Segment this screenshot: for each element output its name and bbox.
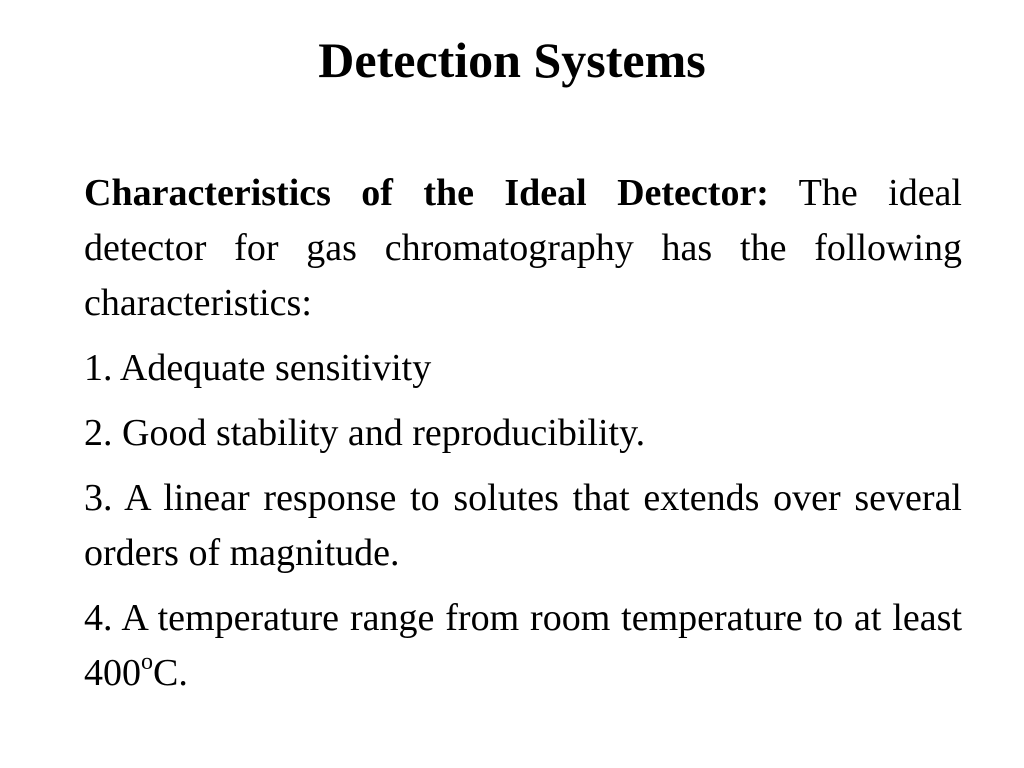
- slide-title: Detection Systems: [318, 32, 706, 88]
- list-item: [84, 591, 962, 701]
- intro-paragraph: [84, 166, 962, 331]
- list-item: [84, 341, 962, 396]
- item-text: Good stability and reproducibility.: [122, 412, 646, 454]
- item-text: A linear response to solutes that extends over several orders of magnitude.: [84, 477, 962, 574]
- item-text: A temperature range from room temperature to at least 400: [84, 597, 962, 694]
- slide-body: [84, 166, 962, 711]
- intro-text: The ideal detector for gas chromatography has the following characteristics:: [84, 172, 962, 324]
- item-text: Adequate sensitivity: [119, 347, 432, 389]
- list-item: [84, 406, 962, 461]
- list-item: [84, 471, 962, 581]
- intro-lead: Characteristics of the Ideal Detector:: [84, 172, 769, 214]
- item-number: 4.: [84, 597, 113, 639]
- item-number: 2.: [84, 412, 113, 454]
- item-number: 1.: [84, 347, 113, 389]
- item-suffix: C.: [153, 652, 188, 694]
- item-number: 3.: [84, 477, 113, 519]
- degree-superscript: o: [141, 649, 153, 676]
